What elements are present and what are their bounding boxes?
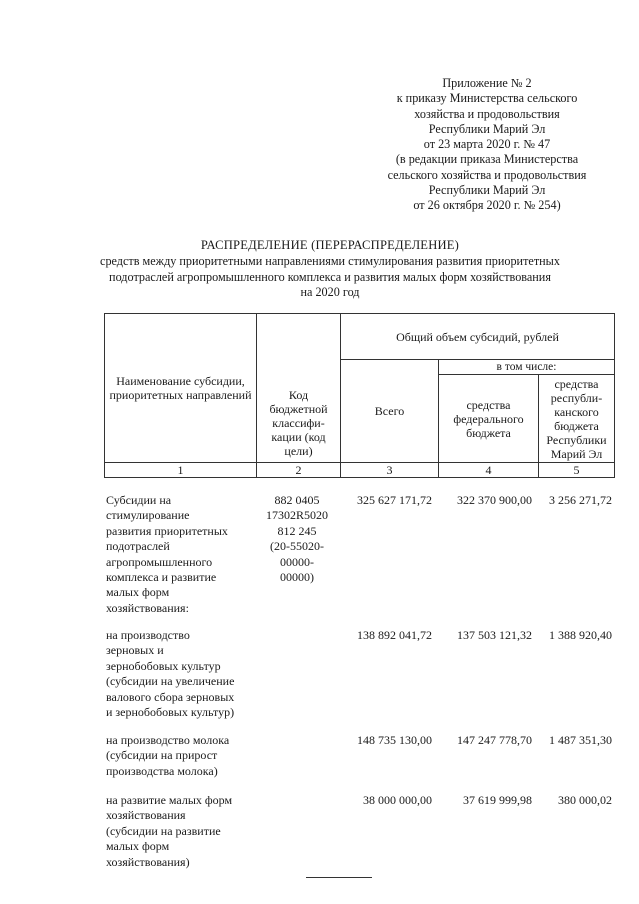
appendix-line: от 23 марта 2020 г. № 47 (423, 137, 551, 152)
header-federal: средства федерального бюджета (439, 375, 539, 463)
row-name: на производство молока (субсидии на прирост производства молока) (106, 733, 230, 778)
row-name: на производство зерновых и зернобобовых культур (субсидии на увеличение валового сбора зерновых и зернобобовых культур) (106, 628, 235, 720)
header-total: Всего (341, 360, 439, 463)
row-name: на развитие малых форм хозяйствования (субсидии на развитие малых форм хозяйствования) (106, 793, 233, 869)
appendix-line: от 26 октября 2020 г. № 254) (413, 198, 561, 213)
col-number: 2 (257, 463, 341, 478)
document-heading (60, 238, 600, 300)
document-subtitle-line: средств между приоритетными направлениями стимулирования развития приоритетных (100, 254, 560, 269)
footer-divider (306, 877, 372, 878)
col-number: 3 (341, 463, 439, 478)
row-code: 882 0405 17302R5020 812 245 (20-55020- 00000- 00000) (265, 493, 328, 585)
appendix-line: Республики Марий Эл (428, 121, 546, 136)
col-number: 1 (105, 463, 257, 478)
col-number: 5 (539, 463, 615, 478)
row-regional: 380 000,02 (558, 793, 612, 807)
row-total: 38 000 000,00 (363, 793, 432, 807)
row-federal: 137 503 121,32 (457, 628, 532, 642)
row-regional: 3 256 271,72 (549, 493, 612, 507)
row-federal: 322 370 900,00 (457, 493, 532, 507)
row-federal: 37 619 999,98 (463, 793, 532, 807)
header-regional: средства республи-канского бюджета Республики Марий Эл (539, 375, 615, 463)
header-code: Код бюджетной классифи-кации (код цели) (257, 314, 341, 463)
row-regional: 1 487 351,30 (549, 733, 612, 747)
row-regional: 1 388 920,40 (549, 628, 612, 642)
appendix-note (358, 76, 616, 214)
document-title: РАСПРЕДЕЛЕНИЕ (ПЕРЕРАСПРЕДЕЛЕНИЕ) (200, 238, 460, 252)
appendix-line: Приложение № 2 (442, 76, 532, 90)
row-federal: 147 247 778,70 (457, 733, 532, 747)
appendix-line: Республики Марий Эл (428, 183, 546, 198)
row-total: 325 627 171,72 (357, 493, 432, 507)
header-including: в том числе: (439, 360, 615, 375)
row-total: 138 892 041,72 (357, 628, 432, 642)
document-subtitle-line: подотраслей агропромышленного комплекса и развития малых форм хозяйствования (109, 269, 551, 284)
col-number: 4 (439, 463, 539, 478)
row-name: Субсидии на стимулирование развития приоритетных подотраслей агропромышленного комплекса и развитие малых форм хозяйствования: (106, 493, 228, 615)
document-subtitle-line: на 2020 год (300, 284, 360, 299)
header-name: Наименование субсидии, приоритетных направлений (105, 314, 257, 463)
appendix-line: сельского хозяйства и продовольствия (387, 167, 587, 182)
appendix-line: к приказу Министерства сельского (396, 91, 578, 106)
row-total: 148 735 130,00 (357, 733, 432, 747)
appendix-line: хозяйства и продовольствия (414, 106, 560, 121)
appendix-line: (в редакции приказа Министерства (395, 152, 579, 167)
distribution-table-header (104, 313, 615, 478)
header-total-group: Общий объем субсидий, рублей (341, 314, 615, 360)
